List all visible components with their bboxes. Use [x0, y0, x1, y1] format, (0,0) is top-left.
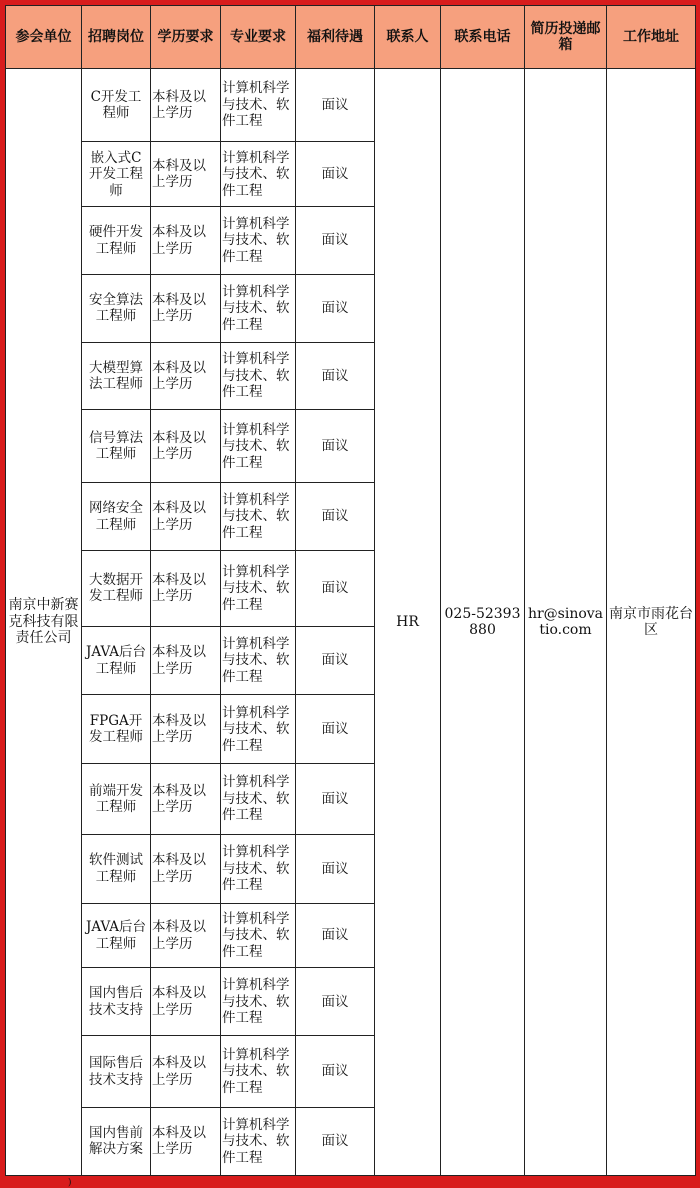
education-cell: 本科及以上学历 [151, 903, 221, 967]
position-cell: 嵌入式C开发工程师 [82, 142, 151, 207]
benefits-cell: 面议 [296, 342, 375, 409]
education-cell: 本科及以上学历 [151, 1107, 221, 1175]
position-cell: 信号算法工程师 [82, 410, 151, 483]
bottom-border [0, 1176, 700, 1188]
education-cell: 本科及以上学历 [151, 1036, 221, 1107]
position-cell: JAVA后台工程师 [82, 626, 151, 694]
header-cell: 参会单位 [6, 6, 82, 69]
header-cell: 联系电话 [441, 6, 525, 69]
major-cell: 计算机科学与技术、软件工程 [221, 483, 296, 550]
benefits-cell: 面议 [296, 626, 375, 694]
benefits-cell: 面议 [296, 410, 375, 483]
education-cell: 本科及以上学历 [151, 142, 221, 207]
major-cell: 计算机科学与技术、软件工程 [221, 142, 296, 207]
education-cell: 本科及以上学历 [151, 695, 221, 764]
benefits-cell: 面议 [296, 764, 375, 834]
benefits-cell: 面议 [296, 274, 375, 342]
position-cell: C开发工程师 [82, 69, 151, 142]
major-cell: 计算机科学与技术、软件工程 [221, 342, 296, 409]
header-cell: 招聘岗位 [82, 6, 151, 69]
header-cell: 简历投递邮箱 [525, 6, 607, 69]
education-cell: 本科及以上学历 [151, 69, 221, 142]
position-cell: 前端开发工程师 [82, 764, 151, 834]
position-cell: 大数据开发工程师 [82, 550, 151, 626]
education-cell: 本科及以上学历 [151, 626, 221, 694]
benefits-cell: 面议 [296, 1107, 375, 1175]
major-cell: 计算机科学与技术、软件工程 [221, 69, 296, 142]
benefits-cell: 面议 [296, 903, 375, 967]
corner-mark: ) [68, 1178, 72, 1188]
header-cell: 专业要求 [221, 6, 296, 69]
education-cell: 本科及以上学历 [151, 550, 221, 626]
education-cell: 本科及以上学历 [151, 207, 221, 274]
benefits-cell: 面议 [296, 968, 375, 1036]
education-cell: 本科及以上学历 [151, 342, 221, 409]
major-cell: 计算机科学与技术、软件工程 [221, 968, 296, 1036]
header-cell: 工作地址 [607, 6, 696, 69]
header-cell: 学历要求 [151, 6, 221, 69]
major-cell: 计算机科学与技术、软件工程 [221, 903, 296, 967]
major-cell: 计算机科学与技术、软件工程 [221, 626, 296, 694]
benefits-cell: 面议 [296, 550, 375, 626]
benefits-cell: 面议 [296, 69, 375, 142]
phone-cell: 025-52393880 [441, 69, 525, 1176]
header-cell: 联系人 [375, 6, 441, 69]
benefits-cell: 面议 [296, 207, 375, 274]
position-cell: 国际售后技术支持 [82, 1036, 151, 1107]
benefits-cell: 面议 [296, 834, 375, 903]
position-cell: 网络安全工程师 [82, 483, 151, 550]
major-cell: 计算机科学与技术、软件工程 [221, 410, 296, 483]
position-cell: 硬件开发工程师 [82, 207, 151, 274]
position-cell: 安全算法工程师 [82, 274, 151, 342]
major-cell: 计算机科学与技术、软件工程 [221, 550, 296, 626]
major-cell: 计算机科学与技术、软件工程 [221, 1036, 296, 1107]
position-cell: 国内售前解决方案 [82, 1107, 151, 1175]
position-cell: 国内售后技术支持 [82, 968, 151, 1036]
education-cell: 本科及以上学历 [151, 834, 221, 903]
table-row [6, 69, 696, 142]
major-cell: 计算机科学与技术、软件工程 [221, 834, 296, 903]
major-cell: 计算机科学与技术、软件工程 [221, 695, 296, 764]
address-cell: 南京市雨花台区 [607, 69, 696, 1176]
benefits-cell: 面议 [296, 483, 375, 550]
company-cell: 南京中新赛克科技有限责任公司 [6, 69, 82, 1176]
education-cell: 本科及以上学历 [151, 483, 221, 550]
recruitment-table [5, 5, 696, 1176]
major-cell: 计算机科学与技术、软件工程 [221, 207, 296, 274]
position-cell: 大模型算法工程师 [82, 342, 151, 409]
header-row [6, 6, 696, 69]
education-cell: 本科及以上学历 [151, 410, 221, 483]
position-cell: FPGA开发工程师 [82, 695, 151, 764]
header-cell: 福利待遇 [296, 6, 375, 69]
education-cell: 本科及以上学历 [151, 274, 221, 342]
major-cell: 计算机科学与技术、软件工程 [221, 1107, 296, 1175]
benefits-cell: 面议 [296, 695, 375, 764]
email-cell: hr@sinovatio.com [525, 69, 607, 1176]
education-cell: 本科及以上学历 [151, 968, 221, 1036]
education-cell: 本科及以上学历 [151, 764, 221, 834]
position-cell: JAVA后台工程师 [82, 903, 151, 967]
benefits-cell: 面议 [296, 142, 375, 207]
major-cell: 计算机科学与技术、软件工程 [221, 274, 296, 342]
benefits-cell: 面议 [296, 1036, 375, 1107]
contact-cell: HR [375, 69, 441, 1176]
major-cell: 计算机科学与技术、软件工程 [221, 764, 296, 834]
position-cell: 软件测试工程师 [82, 834, 151, 903]
